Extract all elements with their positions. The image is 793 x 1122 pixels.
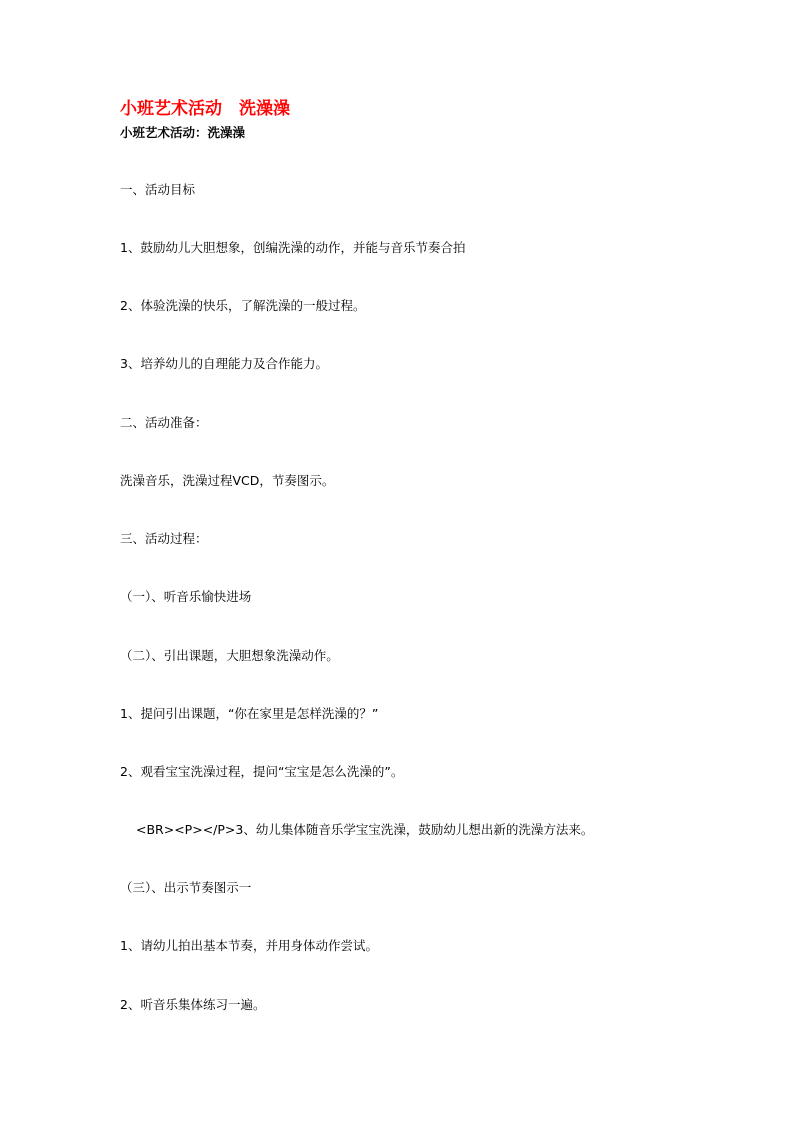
goal-item-1: 1、鼓励幼儿大胆想象，创编洗澡的动作，并能与音乐节奏合拍	[120, 240, 466, 255]
goal-item-3: 3、培养幼儿的自理能力及合作能力。	[120, 356, 328, 371]
document-subtitle: 小班艺术活动：洗澡澡	[120, 125, 246, 140]
process-step-3: （三）、出示节奏图示一	[120, 880, 252, 895]
document-title: 小班艺术活动 洗澡澡	[120, 99, 290, 119]
process-substep-3: <BR><P></P>3、幼儿集体随音乐学宝宝洗澡，鼓励幼儿想出新的洗澡方法来。	[136, 822, 594, 837]
goal-item-2: 2、体验洗澡的快乐，了解洗澡的一般过程。	[120, 298, 366, 313]
process-substep-1: 1、提问引出课题，“你在家里是怎样洗澡的？”	[120, 706, 379, 721]
rhythm-step-1: 1、请幼儿拍出基本节奏，并用身体动作尝试。	[120, 938, 378, 953]
section-heading-goals: 一、活动目标	[120, 182, 196, 197]
section-heading-process: 三、活动过程：	[120, 531, 208, 546]
process-substep-2: 2、观看宝宝洗澡过程，提问“宝宝是怎么洗澡的”。	[120, 764, 404, 779]
process-step-2: （二）、引出课题，大胆想象洗澡动作。	[120, 648, 339, 663]
preparation-text: 洗澡音乐，洗澡过程VCD，节奏图示。	[120, 473, 335, 488]
process-step-1: （一）、听音乐愉快进场	[120, 589, 252, 604]
rhythm-step-2: 2、听音乐集体练习一遍。	[120, 997, 266, 1012]
section-heading-preparation: 二、活动准备：	[120, 415, 208, 430]
